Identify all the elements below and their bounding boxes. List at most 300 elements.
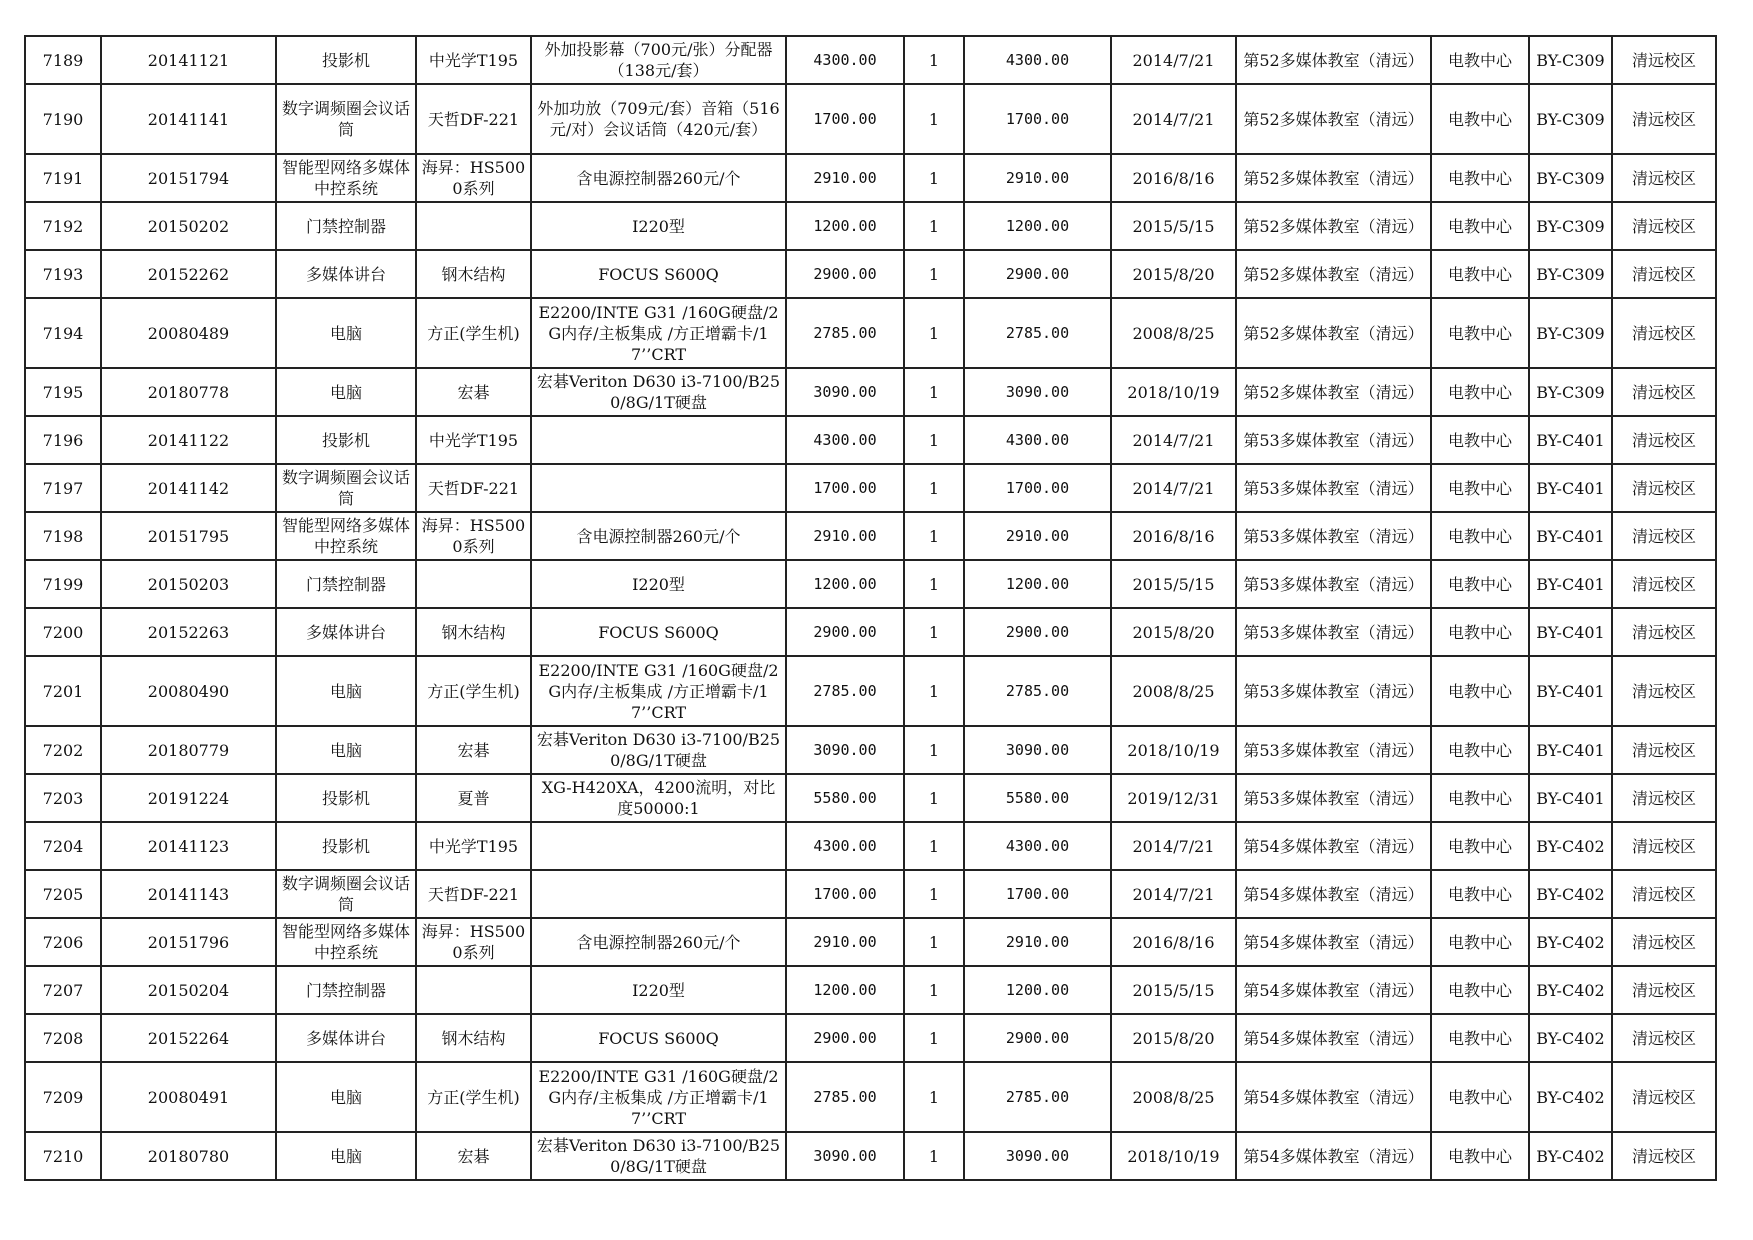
asset-name-cell: 数字调频圈会议话筒 bbox=[276, 84, 416, 154]
unit-price-cell: 2910.00 bbox=[786, 154, 904, 202]
row-number-cell: 7201 bbox=[25, 656, 101, 726]
department-cell: 电教中心 bbox=[1431, 966, 1529, 1014]
quantity-cell: 1 bbox=[904, 202, 964, 250]
unit-price-cell: 2900.00 bbox=[786, 1014, 904, 1062]
table-body bbox=[25, 36, 1716, 1180]
quantity-cell: 1 bbox=[904, 154, 964, 202]
spec-cell: 宏碁Veriton D630 i3-7100/B250/8G/1T硬盘 bbox=[531, 726, 786, 774]
asset-code-cell: 20180779 bbox=[101, 726, 276, 774]
amount-cell: 1200.00 bbox=[964, 202, 1111, 250]
row-number-cell: 7205 bbox=[25, 870, 101, 918]
table-row bbox=[25, 154, 1716, 202]
quantity-cell: 1 bbox=[904, 1014, 964, 1062]
amount-cell: 2910.00 bbox=[964, 918, 1111, 966]
spec-cell: XG-H420XA，4200流明，对比度50000:1 bbox=[531, 774, 786, 822]
location-cell: 第52多媒体教室（清远） bbox=[1236, 250, 1431, 298]
asset-code-cell: 20150203 bbox=[101, 560, 276, 608]
asset-code-cell: 20180780 bbox=[101, 1132, 276, 1180]
asset-name-cell: 电脑 bbox=[276, 1062, 416, 1132]
room-code-cell: BY-C309 bbox=[1529, 84, 1612, 154]
location-cell: 第52多媒体教室（清远） bbox=[1236, 36, 1431, 84]
asset-code-cell: 20151794 bbox=[101, 154, 276, 202]
campus-cell: 清远校区 bbox=[1612, 154, 1716, 202]
asset-code-cell: 20152264 bbox=[101, 1014, 276, 1062]
row-number-cell: 7206 bbox=[25, 918, 101, 966]
location-cell: 第52多媒体教室（清远） bbox=[1236, 84, 1431, 154]
quantity-cell: 1 bbox=[904, 84, 964, 154]
model-cell: 方正(学生机) bbox=[416, 1062, 531, 1132]
location-cell: 第54多媒体教室（清远） bbox=[1236, 1132, 1431, 1180]
location-cell: 第54多媒体教室（清远） bbox=[1236, 966, 1431, 1014]
quantity-cell: 1 bbox=[904, 512, 964, 560]
location-cell: 第52多媒体教室（清远） bbox=[1236, 298, 1431, 368]
table-row bbox=[25, 202, 1716, 250]
asset-name-cell: 电脑 bbox=[276, 298, 416, 368]
purchase-date-cell: 2008/8/25 bbox=[1111, 298, 1236, 368]
campus-cell: 清远校区 bbox=[1612, 656, 1716, 726]
row-number-cell: 7192 bbox=[25, 202, 101, 250]
purchase-date-cell: 2018/10/19 bbox=[1111, 1132, 1236, 1180]
room-code-cell: BY-C309 bbox=[1529, 368, 1612, 416]
unit-price-cell: 1700.00 bbox=[786, 464, 904, 512]
amount-cell: 4300.00 bbox=[964, 36, 1111, 84]
spec-cell bbox=[531, 416, 786, 464]
amount-cell: 1700.00 bbox=[964, 870, 1111, 918]
department-cell: 电教中心 bbox=[1431, 154, 1529, 202]
row-number-cell: 7196 bbox=[25, 416, 101, 464]
campus-cell: 清远校区 bbox=[1612, 1062, 1716, 1132]
spec-cell: 含电源控制器260元/个 bbox=[531, 918, 786, 966]
unit-price-cell: 3090.00 bbox=[786, 368, 904, 416]
asset-name-cell: 多媒体讲台 bbox=[276, 250, 416, 298]
table-row bbox=[25, 560, 1716, 608]
model-cell bbox=[416, 202, 531, 250]
model-cell: 钢木结构 bbox=[416, 250, 531, 298]
department-cell: 电教中心 bbox=[1431, 464, 1529, 512]
unit-price-cell: 2910.00 bbox=[786, 918, 904, 966]
purchase-date-cell: 2014/7/21 bbox=[1111, 870, 1236, 918]
campus-cell: 清远校区 bbox=[1612, 822, 1716, 870]
room-code-cell: BY-C401 bbox=[1529, 774, 1612, 822]
campus-cell: 清远校区 bbox=[1612, 250, 1716, 298]
unit-price-cell: 4300.00 bbox=[786, 36, 904, 84]
spec-cell: I220型 bbox=[531, 202, 786, 250]
spec-cell bbox=[531, 822, 786, 870]
row-number-cell: 7195 bbox=[25, 368, 101, 416]
campus-cell: 清远校区 bbox=[1612, 1132, 1716, 1180]
amount-cell: 3090.00 bbox=[964, 1132, 1111, 1180]
asset-name-cell: 智能型网络多媒体中控系统 bbox=[276, 512, 416, 560]
campus-cell: 清远校区 bbox=[1612, 36, 1716, 84]
purchase-date-cell: 2008/8/25 bbox=[1111, 656, 1236, 726]
unit-price-cell: 2785.00 bbox=[786, 1062, 904, 1132]
department-cell: 电教中心 bbox=[1431, 250, 1529, 298]
row-number-cell: 7200 bbox=[25, 608, 101, 656]
table-row bbox=[25, 36, 1716, 84]
model-cell: 宏碁 bbox=[416, 726, 531, 774]
spec-cell: E2200/INTE G31 /160G硬盘/2G内存/主板集成 /方正增霸卡/17’’CRT bbox=[531, 1062, 786, 1132]
asset-name-cell: 投影机 bbox=[276, 416, 416, 464]
amount-cell: 2785.00 bbox=[964, 298, 1111, 368]
unit-price-cell: 1200.00 bbox=[786, 966, 904, 1014]
amount-cell: 2910.00 bbox=[964, 512, 1111, 560]
purchase-date-cell: 2018/10/19 bbox=[1111, 368, 1236, 416]
asset-code-cell: 20141141 bbox=[101, 84, 276, 154]
asset-code-cell: 20152262 bbox=[101, 250, 276, 298]
asset-name-cell: 投影机 bbox=[276, 822, 416, 870]
spec-cell: FOCUS S600Q bbox=[531, 1014, 786, 1062]
model-cell: 宏碁 bbox=[416, 368, 531, 416]
amount-cell: 2900.00 bbox=[964, 250, 1111, 298]
purchase-date-cell: 2014/7/21 bbox=[1111, 36, 1236, 84]
campus-cell: 清远校区 bbox=[1612, 918, 1716, 966]
purchase-date-cell: 2015/8/20 bbox=[1111, 608, 1236, 656]
quantity-cell: 1 bbox=[904, 726, 964, 774]
model-cell: 宏碁 bbox=[416, 1132, 531, 1180]
quantity-cell: 1 bbox=[904, 966, 964, 1014]
room-code-cell: BY-C401 bbox=[1529, 608, 1612, 656]
department-cell: 电教中心 bbox=[1431, 416, 1529, 464]
table-row bbox=[25, 774, 1716, 822]
amount-cell: 3090.00 bbox=[964, 368, 1111, 416]
department-cell: 电教中心 bbox=[1431, 918, 1529, 966]
model-cell: 天哲DF-221 bbox=[416, 84, 531, 154]
row-number-cell: 7207 bbox=[25, 966, 101, 1014]
purchase-date-cell: 2015/5/15 bbox=[1111, 966, 1236, 1014]
location-cell: 第54多媒体教室（清远） bbox=[1236, 822, 1431, 870]
spec-cell: E2200/INTE G31 /160G硬盘/2G内存/主板集成 /方正增霸卡/17’’CRT bbox=[531, 298, 786, 368]
row-number-cell: 7210 bbox=[25, 1132, 101, 1180]
spec-cell bbox=[531, 464, 786, 512]
table-row bbox=[25, 1062, 1716, 1132]
room-code-cell: BY-C402 bbox=[1529, 1062, 1612, 1132]
asset-name-cell: 投影机 bbox=[276, 774, 416, 822]
campus-cell: 清远校区 bbox=[1612, 368, 1716, 416]
table-row bbox=[25, 1014, 1716, 1062]
asset-code-cell: 20191224 bbox=[101, 774, 276, 822]
amount-cell: 2785.00 bbox=[964, 1062, 1111, 1132]
campus-cell: 清远校区 bbox=[1612, 608, 1716, 656]
asset-code-cell: 20141122 bbox=[101, 416, 276, 464]
room-code-cell: BY-C401 bbox=[1529, 512, 1612, 560]
room-code-cell: BY-C309 bbox=[1529, 36, 1612, 84]
asset-name-cell: 门禁控制器 bbox=[276, 560, 416, 608]
department-cell: 电教中心 bbox=[1431, 560, 1529, 608]
amount-cell: 2900.00 bbox=[964, 608, 1111, 656]
room-code-cell: BY-C309 bbox=[1529, 298, 1612, 368]
purchase-date-cell: 2014/7/21 bbox=[1111, 84, 1236, 154]
row-number-cell: 7189 bbox=[25, 36, 101, 84]
asset-name-cell: 智能型网络多媒体中控系统 bbox=[276, 918, 416, 966]
unit-price-cell: 2910.00 bbox=[786, 512, 904, 560]
room-code-cell: BY-C402 bbox=[1529, 1014, 1612, 1062]
room-code-cell: BY-C309 bbox=[1529, 202, 1612, 250]
purchase-date-cell: 2019/12/31 bbox=[1111, 774, 1236, 822]
unit-price-cell: 3090.00 bbox=[786, 726, 904, 774]
room-code-cell: BY-C402 bbox=[1529, 870, 1612, 918]
asset-code-cell: 20152263 bbox=[101, 608, 276, 656]
model-cell: 天哲DF-221 bbox=[416, 870, 531, 918]
spec-cell bbox=[531, 870, 786, 918]
location-cell: 第52多媒体教室（清远） bbox=[1236, 154, 1431, 202]
purchase-date-cell: 2016/8/16 bbox=[1111, 154, 1236, 202]
location-cell: 第52多媒体教室（清远） bbox=[1236, 368, 1431, 416]
unit-price-cell: 1700.00 bbox=[786, 84, 904, 154]
unit-price-cell: 4300.00 bbox=[786, 822, 904, 870]
quantity-cell: 1 bbox=[904, 1062, 964, 1132]
model-cell bbox=[416, 966, 531, 1014]
amount-cell: 4300.00 bbox=[964, 822, 1111, 870]
amount-cell: 5580.00 bbox=[964, 774, 1111, 822]
amount-cell: 2910.00 bbox=[964, 154, 1111, 202]
department-cell: 电教中心 bbox=[1431, 202, 1529, 250]
model-cell: 中光学T195 bbox=[416, 36, 531, 84]
location-cell: 第53多媒体教室（清远） bbox=[1236, 464, 1431, 512]
purchase-date-cell: 2014/7/21 bbox=[1111, 464, 1236, 512]
unit-price-cell: 1200.00 bbox=[786, 560, 904, 608]
amount-cell: 3090.00 bbox=[964, 726, 1111, 774]
campus-cell: 清远校区 bbox=[1612, 298, 1716, 368]
asset-code-cell: 20141142 bbox=[101, 464, 276, 512]
table-row bbox=[25, 918, 1716, 966]
purchase-date-cell: 2016/8/16 bbox=[1111, 512, 1236, 560]
asset-name-cell: 数字调频圈会议话筒 bbox=[276, 464, 416, 512]
campus-cell: 清远校区 bbox=[1612, 202, 1716, 250]
model-cell bbox=[416, 560, 531, 608]
model-cell: 海昇：HS5000系列 bbox=[416, 918, 531, 966]
table-row bbox=[25, 726, 1716, 774]
department-cell: 电教中心 bbox=[1431, 822, 1529, 870]
purchase-date-cell: 2018/10/19 bbox=[1111, 726, 1236, 774]
table-row bbox=[25, 966, 1716, 1014]
purchase-date-cell: 2014/7/21 bbox=[1111, 822, 1236, 870]
model-cell: 夏普 bbox=[416, 774, 531, 822]
quantity-cell: 1 bbox=[904, 368, 964, 416]
location-cell: 第53多媒体教室（清远） bbox=[1236, 726, 1431, 774]
department-cell: 电教中心 bbox=[1431, 608, 1529, 656]
location-cell: 第54多媒体教室（清远） bbox=[1236, 870, 1431, 918]
unit-price-cell: 2785.00 bbox=[786, 298, 904, 368]
asset-code-cell: 20141123 bbox=[101, 822, 276, 870]
spec-cell: 含电源控制器260元/个 bbox=[531, 154, 786, 202]
spec-cell: 外加投影幕（700元/张）分配器（138元/套） bbox=[531, 36, 786, 84]
asset-name-cell: 多媒体讲台 bbox=[276, 608, 416, 656]
quantity-cell: 1 bbox=[904, 870, 964, 918]
campus-cell: 清远校区 bbox=[1612, 870, 1716, 918]
department-cell: 电教中心 bbox=[1431, 1062, 1529, 1132]
asset-code-cell: 20180778 bbox=[101, 368, 276, 416]
spec-cell: I220型 bbox=[531, 966, 786, 1014]
campus-cell: 清远校区 bbox=[1612, 416, 1716, 464]
amount-cell: 2900.00 bbox=[964, 1014, 1111, 1062]
table-row bbox=[25, 870, 1716, 918]
asset-name-cell: 电脑 bbox=[276, 368, 416, 416]
purchase-date-cell: 2015/8/20 bbox=[1111, 1014, 1236, 1062]
location-cell: 第53多媒体教室（清远） bbox=[1236, 560, 1431, 608]
room-code-cell: BY-C402 bbox=[1529, 966, 1612, 1014]
location-cell: 第53多媒体教室（清远） bbox=[1236, 608, 1431, 656]
quantity-cell: 1 bbox=[904, 464, 964, 512]
asset-name-cell: 电脑 bbox=[276, 726, 416, 774]
campus-cell: 清远校区 bbox=[1612, 1014, 1716, 1062]
asset-name-cell: 电脑 bbox=[276, 656, 416, 726]
room-code-cell: BY-C402 bbox=[1529, 1132, 1612, 1180]
asset-code-cell: 20141121 bbox=[101, 36, 276, 84]
purchase-date-cell: 2015/5/15 bbox=[1111, 560, 1236, 608]
row-number-cell: 7208 bbox=[25, 1014, 101, 1062]
row-number-cell: 7209 bbox=[25, 1062, 101, 1132]
row-number-cell: 7194 bbox=[25, 298, 101, 368]
quantity-cell: 1 bbox=[904, 250, 964, 298]
room-code-cell: BY-C402 bbox=[1529, 918, 1612, 966]
room-code-cell: BY-C401 bbox=[1529, 656, 1612, 726]
amount-cell: 4300.00 bbox=[964, 416, 1111, 464]
campus-cell: 清远校区 bbox=[1612, 560, 1716, 608]
department-cell: 电教中心 bbox=[1431, 1132, 1529, 1180]
quantity-cell: 1 bbox=[904, 774, 964, 822]
campus-cell: 清远校区 bbox=[1612, 464, 1716, 512]
room-code-cell: BY-C401 bbox=[1529, 726, 1612, 774]
unit-price-cell: 1200.00 bbox=[786, 202, 904, 250]
model-cell: 钢木结构 bbox=[416, 608, 531, 656]
location-cell: 第52多媒体教室（清远） bbox=[1236, 202, 1431, 250]
room-code-cell: BY-C401 bbox=[1529, 416, 1612, 464]
quantity-cell: 1 bbox=[904, 918, 964, 966]
unit-price-cell: 2900.00 bbox=[786, 250, 904, 298]
amount-cell: 1200.00 bbox=[964, 966, 1111, 1014]
row-number-cell: 7193 bbox=[25, 250, 101, 298]
department-cell: 电教中心 bbox=[1431, 84, 1529, 154]
model-cell: 海昇：HS5000系列 bbox=[416, 512, 531, 560]
asset-code-cell: 20141143 bbox=[101, 870, 276, 918]
model-cell: 天哲DF-221 bbox=[416, 464, 531, 512]
asset-inventory-table bbox=[24, 35, 1717, 1181]
department-cell: 电教中心 bbox=[1431, 656, 1529, 726]
asset-name-cell: 数字调频圈会议话筒 bbox=[276, 870, 416, 918]
asset-name-cell: 门禁控制器 bbox=[276, 202, 416, 250]
row-number-cell: 7197 bbox=[25, 464, 101, 512]
department-cell: 电教中心 bbox=[1431, 298, 1529, 368]
location-cell: 第54多媒体教室（清远） bbox=[1236, 918, 1431, 966]
spec-cell: I220型 bbox=[531, 560, 786, 608]
purchase-date-cell: 2008/8/25 bbox=[1111, 1062, 1236, 1132]
room-code-cell: BY-C309 bbox=[1529, 250, 1612, 298]
unit-price-cell: 3090.00 bbox=[786, 1132, 904, 1180]
amount-cell: 2785.00 bbox=[964, 656, 1111, 726]
row-number-cell: 7191 bbox=[25, 154, 101, 202]
spec-cell: 宏碁Veriton D630 i3-7100/B250/8G/1T硬盘 bbox=[531, 1132, 786, 1180]
location-cell: 第53多媒体教室（清远） bbox=[1236, 774, 1431, 822]
table-row bbox=[25, 608, 1716, 656]
unit-price-cell: 2785.00 bbox=[786, 656, 904, 726]
model-cell: 方正(学生机) bbox=[416, 656, 531, 726]
location-cell: 第54多媒体教室（清远） bbox=[1236, 1062, 1431, 1132]
amount-cell: 1200.00 bbox=[964, 560, 1111, 608]
quantity-cell: 1 bbox=[904, 560, 964, 608]
room-code-cell: BY-C402 bbox=[1529, 822, 1612, 870]
table-row bbox=[25, 298, 1716, 368]
department-cell: 电教中心 bbox=[1431, 726, 1529, 774]
unit-price-cell: 2900.00 bbox=[786, 608, 904, 656]
asset-name-cell: 门禁控制器 bbox=[276, 966, 416, 1014]
asset-code-cell: 20080490 bbox=[101, 656, 276, 726]
campus-cell: 清远校区 bbox=[1612, 726, 1716, 774]
department-cell: 电教中心 bbox=[1431, 368, 1529, 416]
asset-code-cell: 20151796 bbox=[101, 918, 276, 966]
model-cell: 中光学T195 bbox=[416, 822, 531, 870]
location-cell: 第53多媒体教室（清远） bbox=[1236, 416, 1431, 464]
purchase-date-cell: 2015/8/20 bbox=[1111, 250, 1236, 298]
row-number-cell: 7190 bbox=[25, 84, 101, 154]
spec-cell: 含电源控制器260元/个 bbox=[531, 512, 786, 560]
department-cell: 电教中心 bbox=[1431, 774, 1529, 822]
asset-name-cell: 多媒体讲台 bbox=[276, 1014, 416, 1062]
quantity-cell: 1 bbox=[904, 416, 964, 464]
asset-code-cell: 20151795 bbox=[101, 512, 276, 560]
room-code-cell: BY-C401 bbox=[1529, 560, 1612, 608]
table-row bbox=[25, 656, 1716, 726]
asset-code-cell: 20150202 bbox=[101, 202, 276, 250]
quantity-cell: 1 bbox=[904, 656, 964, 726]
asset-name-cell: 智能型网络多媒体中控系统 bbox=[276, 154, 416, 202]
spec-cell: E2200/INTE G31 /160G硬盘/2G内存/主板集成 /方正增霸卡/17’’CRT bbox=[531, 656, 786, 726]
table-row bbox=[25, 1132, 1716, 1180]
row-number-cell: 7204 bbox=[25, 822, 101, 870]
row-number-cell: 7198 bbox=[25, 512, 101, 560]
model-cell: 中光学T195 bbox=[416, 416, 531, 464]
amount-cell: 1700.00 bbox=[964, 464, 1111, 512]
department-cell: 电教中心 bbox=[1431, 870, 1529, 918]
campus-cell: 清远校区 bbox=[1612, 774, 1716, 822]
department-cell: 电教中心 bbox=[1431, 36, 1529, 84]
location-cell: 第53多媒体教室（清远） bbox=[1236, 512, 1431, 560]
table-row bbox=[25, 822, 1716, 870]
model-cell: 海昇：HS5000系列 bbox=[416, 154, 531, 202]
unit-price-cell: 1700.00 bbox=[786, 870, 904, 918]
room-code-cell: BY-C401 bbox=[1529, 464, 1612, 512]
model-cell: 钢木结构 bbox=[416, 1014, 531, 1062]
room-code-cell: BY-C309 bbox=[1529, 154, 1612, 202]
asset-name-cell: 投影机 bbox=[276, 36, 416, 84]
table-row bbox=[25, 416, 1716, 464]
campus-cell: 清远校区 bbox=[1612, 512, 1716, 560]
location-cell: 第53多媒体教室（清远） bbox=[1236, 656, 1431, 726]
row-number-cell: 7199 bbox=[25, 560, 101, 608]
spec-cell: 外加功放（709元/套）音箱（516元/对）会议话筒（420元/套） bbox=[531, 84, 786, 154]
campus-cell: 清远校区 bbox=[1612, 84, 1716, 154]
quantity-cell: 1 bbox=[904, 36, 964, 84]
purchase-date-cell: 2016/8/16 bbox=[1111, 918, 1236, 966]
asset-name-cell: 电脑 bbox=[276, 1132, 416, 1180]
table-row bbox=[25, 250, 1716, 298]
quantity-cell: 1 bbox=[904, 1132, 964, 1180]
model-cell: 方正(学生机) bbox=[416, 298, 531, 368]
table-row bbox=[25, 84, 1716, 154]
campus-cell: 清远校区 bbox=[1612, 966, 1716, 1014]
purchase-date-cell: 2014/7/21 bbox=[1111, 416, 1236, 464]
spec-cell: FOCUS S600Q bbox=[531, 250, 786, 298]
department-cell: 电教中心 bbox=[1431, 1014, 1529, 1062]
unit-price-cell: 4300.00 bbox=[786, 416, 904, 464]
table-row bbox=[25, 512, 1716, 560]
table-row bbox=[25, 368, 1716, 416]
spec-cell: FOCUS S600Q bbox=[531, 608, 786, 656]
department-cell: 电教中心 bbox=[1431, 512, 1529, 560]
location-cell: 第54多媒体教室（清远） bbox=[1236, 1014, 1431, 1062]
unit-price-cell: 5580.00 bbox=[786, 774, 904, 822]
row-number-cell: 7203 bbox=[25, 774, 101, 822]
purchase-date-cell: 2015/5/15 bbox=[1111, 202, 1236, 250]
